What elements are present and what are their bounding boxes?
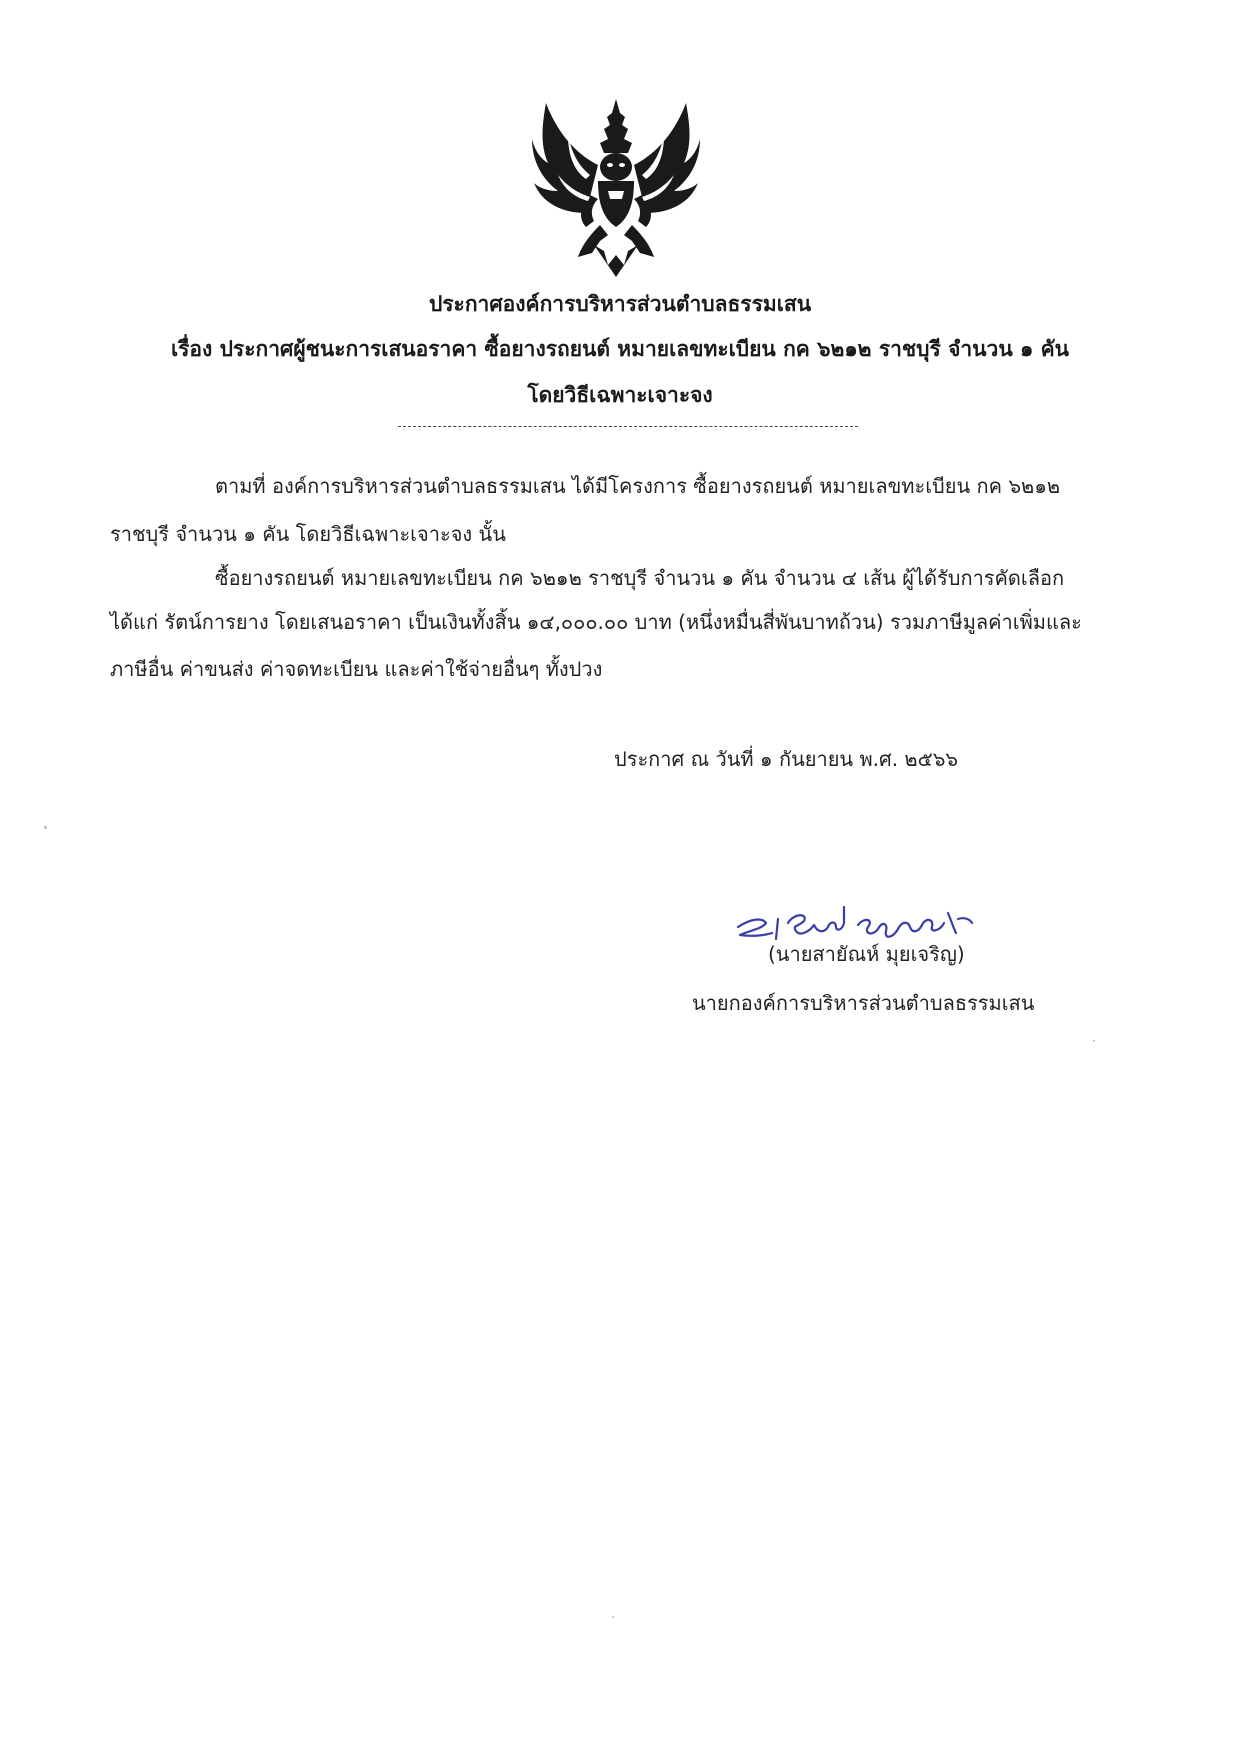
signatory-position: นายกองค์การบริหารส่วนตำบลธรรมเสน [692, 991, 1035, 1015]
scan-speck [612, 1616, 614, 1618]
garuda-emblem [528, 95, 704, 280]
paragraph-2-line-2: ได้แก่ รัตน์การยาง โดยเสนอราคา เป็นเงินทั้งสิ้น ๑๔,๐๐๐.๐๐ บาท (หนึ่งหมื่นสี่พันบาทถ้วน) รวมภาษีมูลค่าเพิ่มและ [110, 610, 1082, 634]
paragraph-2-line-1: ซื้อยางรถยนต์ หมายเลขทะเบียน กค ๖๒๑๒ ราชบุรี จำนวน ๑ คัน จำนวน ๔ เส้น ผู้ได้รับการคัดเลือก [215, 566, 1065, 590]
document-title: ประกาศองค์การบริหารส่วนตำบลธรรมเสน [428, 292, 812, 316]
paragraph-1-line-1: ตามที่ องค์การบริหารส่วนตำบลธรรมเสน ได้มีโครงการ ซื้อยางรถยนต์ หมายเลขทะเบียน กค ๖๒๑๒ [215, 474, 1061, 498]
scan-speck [44, 826, 47, 829]
document-subject: เรื่อง ประกาศผู้ชนะการเสนอราคา ซื้อยางรถยนต์ หมายเลขทะเบียน กค ๖๒๑๒ ราชบุรี จำนวน ๑ คัน [170, 337, 1070, 361]
paragraph-2-line-3: ภาษีอื่น ค่าขนส่ง ค่าจดทะเบียน และค่าใช้จ่ายอื่นๆ ทั้งปวง [110, 657, 603, 681]
separator-line [398, 426, 858, 427]
signatory-name: (นายสายัณห์ มุยเจริญ) [768, 942, 965, 966]
announcement-date: ประกาศ ณ วันที่ ๑ กันยายน พ.ศ. ๒๕๖๖ [614, 747, 959, 771]
procurement-method: โดยวิธีเฉพาะเจาะจง [527, 383, 713, 407]
scan-speck [1093, 1040, 1095, 1042]
paragraph-1-line-2: ราชบุรี จำนวน ๑ คัน โดยวิธีเฉพาะเจาะจง นั้น [110, 522, 506, 546]
